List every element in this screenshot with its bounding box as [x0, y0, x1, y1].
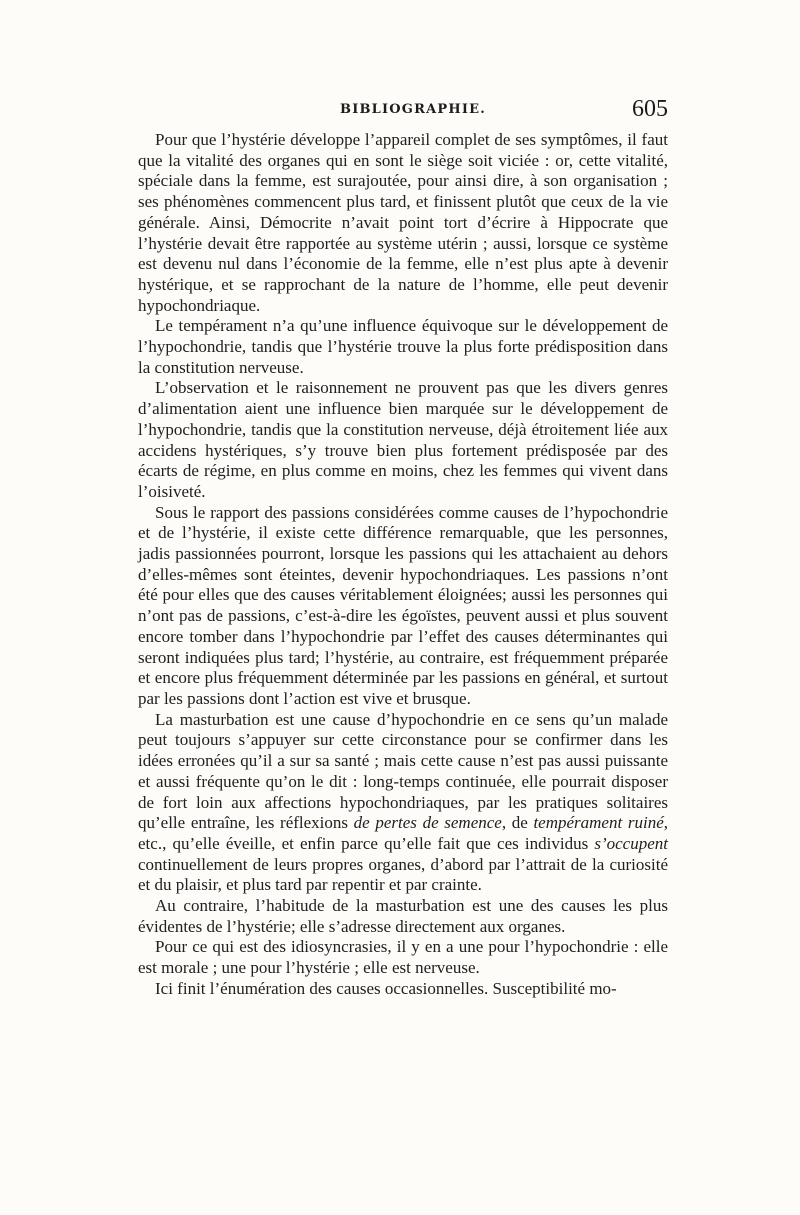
text-run: , etc., qu’elle éveille, et enfin parce qu’elle fait que ces individus	[138, 813, 668, 853]
text-run: La masturbation est une cause d’hypochondrie en ce sens qu’un malade peut toujours s’appuyer sur cette circonstance pour se confirmer dans les idées erronées qu’il a sur sa santé ; mais cette cause n’est pas aussi puissante et aussi fréquente qu’on le dit : long-temps continuée, elle pourrait disposer de fort loin aux affections hypochondriaques, par les pratiques solitaires qu’elle entraîne, les réflexions	[138, 709, 668, 833]
text-run: continuellement de leurs propres organes, d’abord par l’attrait de la curiosité et du plaisir, et plus tard par repentir et par crainte.	[138, 854, 668, 895]
page-header	[138, 96, 668, 126]
paragraph: Au contraire, l’habitude de la masturbation est une des causes les plus évidentes de l’hystérie; elle s’adresse directement aux organes.	[138, 896, 668, 936]
italic-run: s’occupent	[594, 833, 668, 853]
italic-run: de pertes de semence	[353, 813, 502, 833]
paragraph: L’observation et le raisonnement ne prouvent pas que les divers genres d’alimentation aient une influence bien marquée sur le développement de l’hypochondrie, tandis que la constitution nerveuse, déjà étroitement liée aux accidens hystériques, s’y trouve bien plus fortement prédisposée par des écarts de régime, en plus comme en moins, chez les femmes qui vivent dans l’oisiveté.	[138, 378, 668, 501]
paragraph: Ici finit l’énumération des causes occasionnelles. Susceptibilité mo-	[155, 978, 617, 998]
running-title: BIBLIOGRAPHIE.	[340, 102, 486, 117]
paragraph: Pour que l’hystérie développe l’appareil complet de ses symptômes, il faut que la vitalité des organes qui en sont le siège soit viciée : or, cette vitalité, spéciale dans la femme, est surajoutée, pour ainsi dire, à son organisation ; ses phénomènes commencent plus tard, et finissent plutôt que ceux de la vie générale. Ainsi, Démocrite n’avait point tort d’écrire à Hippocrate que l’hystérie devait être rapportée au système utérin ; aussi, lorsque ce système est devenu nul dans l’économie de la femme, elle n’est plus apte à devenir hystérique, et se rapprochant de la nature de l’homme, elle peut devenir hypochondriaque.	[138, 130, 668, 315]
italic-run: tempérament ruiné	[533, 813, 664, 833]
paragraph-masturbation	[138, 710, 668, 896]
body-text	[138, 130, 668, 1000]
paragraph: Le tempérament n’a qu’une influence équivoque sur le développement de l’hypochondrie, tandis que l’hystérie trouve la plus forte prédisposition dans la constitution nerveuse.	[138, 316, 668, 377]
text-run: , de	[501, 813, 534, 833]
paragraph: Pour ce qui est des idiosyncrasies, il y en a une pour l’hypochondrie : elle est morale ; une pour l’hystérie ; elle est nerveuse.	[138, 937, 668, 978]
paragraph: Sous le rapport des passions considérées comme causes de l’hypochondrie et de l’hystérie, il existe cette différence remarquable, que les personnes, jadis passionnées pourront, lorsque les passions qui les attachaient au dehors d’elles-mêmes sont éteintes, devenir hypochondriaques. Les passions n’ont été pour elles que des causes véritablement éloignées; aussi les personnes qui n’ont pas de passions, c’est-à-dire les égoïstes, peuvent aussi et plus souvent encore tomber dans l’hypochondrie par l’effet des causes déterminantes qui seront indiquées plus tard; l’hystérie, au contraire, est fréquemment préparée et encore plus fréquemment déterminée par les passions en général, et surtout par les passions dont l’action est vive et brusque.	[138, 502, 668, 708]
page-number: 605	[632, 96, 668, 122]
